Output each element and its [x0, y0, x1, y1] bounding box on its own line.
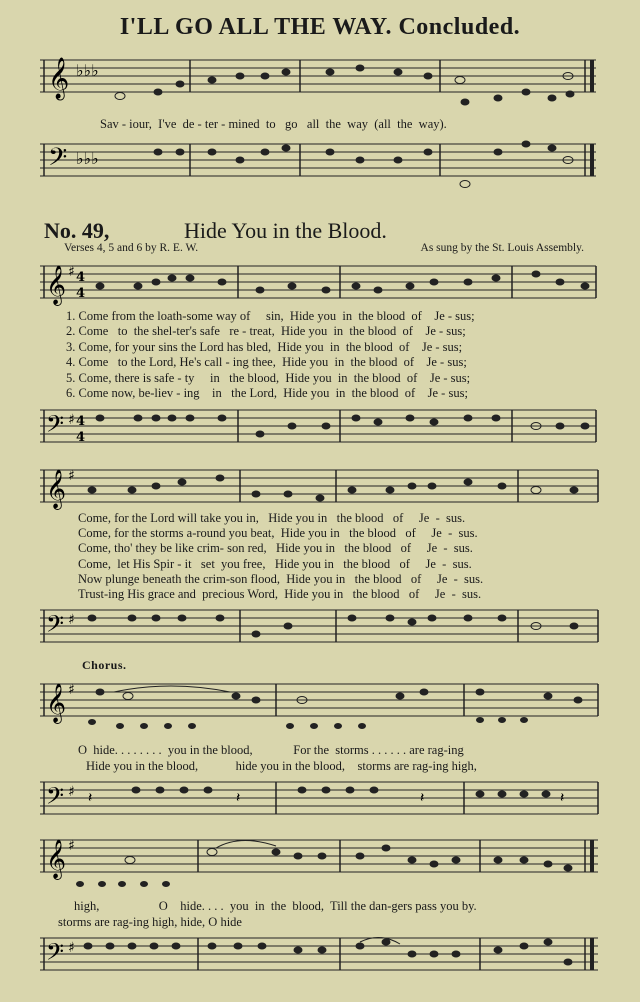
credit-right: As sung by the St. Louis Assembly.: [420, 242, 584, 254]
svg-text:𝄽: 𝄽: [420, 790, 425, 806]
hymn-heading: [44, 218, 604, 244]
verse-5-line-1: 5. Come, there is safe - ty in the blood, Hide you in the blood of Je - sus;: [66, 370, 471, 385]
verse-3-line-2: Come, tho' they be like crim- son red, Hide you in the blood of Je - sus.: [78, 541, 473, 556]
top-bass-staff: [40, 138, 600, 194]
chorus-treble-staff-2: [40, 830, 600, 898]
chorus-line-1-bass: Hide you in the blood, hide you in the blood, storms are rag-ing high,: [86, 759, 477, 773]
verse-5-line-2: Now plunge beneath the crim-son flood, Hide you in the blood of Je - sus.: [78, 571, 484, 586]
chorus-bass-staff-1: [40, 776, 600, 822]
svg-text:𝄽: 𝄽: [560, 790, 565, 806]
hymn-credits: [64, 242, 584, 254]
verses-part2: [78, 511, 483, 602]
verse-2-line-2: Come, for the storms a-round you beat, Hide you in the blood of Je - sus.: [78, 526, 478, 541]
svg-text:𝄢: 𝄢: [46, 410, 65, 443]
svg-text:♯: ♯: [68, 682, 75, 698]
chorus-label: Chorus.: [82, 658, 127, 672]
hymn-number: No. 49,: [44, 218, 110, 243]
verse-treble-staff-1: [40, 258, 600, 308]
verse-4-line-1: 4. Come to the Lord, He's call - ing thee, Hide you in the blood of Je - sus;: [66, 355, 467, 370]
verses-part1: [66, 309, 475, 401]
svg-text:𝄽: 𝄽: [236, 790, 241, 806]
credit-left: Verses 4, 5 and 6 by R. E. W.: [64, 242, 199, 254]
hymn-title: Hide You in the Blood.: [184, 218, 387, 243]
verse-4-line-2: Come, let His Spir - it set you free, Hide you in the blood of Je - sus.: [78, 556, 472, 571]
top-title: I'LL GO ALL THE WAY. Concluded.: [119, 14, 521, 40]
svg-text:♯: ♯: [68, 838, 75, 854]
svg-text:𝄢: 𝄢: [46, 782, 65, 815]
svg-text:♯: ♯: [68, 264, 75, 280]
svg-text:𝄞: 𝄞: [46, 839, 67, 879]
verse-3-line-1: 3. Come, for your sins the Lord has bled, Hide you in the blood of Je - sus;: [66, 339, 463, 354]
verse-1-line-2: Come, for the Lord will take you in, Hide you in the blood of Je - sus.: [78, 511, 466, 525]
verse-treble-staff-2: [40, 460, 600, 512]
chorus-line-1-soprano: O hide. . . . . . . . you in the blood, For the storms . . . . . . are rag-ing: [78, 743, 464, 757]
svg-text:𝄢: 𝄢: [46, 610, 65, 643]
svg-text:♭♭♭: ♭♭♭: [76, 149, 99, 168]
svg-text:♯: ♯: [68, 612, 75, 628]
svg-text:♯: ♯: [68, 940, 75, 956]
chorus-treble-staff-1: [40, 676, 600, 738]
chorus-bass-staff-2: [40, 932, 600, 984]
svg-text:♭♭♭: ♭♭♭: [76, 61, 99, 80]
verse-6-line-1: 6. Come now, be-liev - ing in the Lord, Hide you in the blood of Je - sus;: [66, 386, 468, 401]
svg-text:4: 4: [76, 286, 86, 301]
verse-6-line-2: Trust-ing His grace and precious Word, Hide you in the blood of Je - sus.: [78, 587, 482, 602]
svg-text:♯: ♯: [68, 784, 75, 800]
svg-text:4: 4: [76, 414, 86, 429]
svg-text:4: 4: [76, 430, 86, 445]
verse-2-line-1: 2. Come to the shel-ter's safe re - treat, Hide you in the blood of Je - sus;: [66, 324, 466, 339]
svg-text:𝄢: 𝄢: [48, 143, 68, 178]
svg-text:𝄞: 𝄞: [46, 469, 67, 509]
verse-bass-staff-2: [40, 602, 600, 652]
chorus-line-2-soprano: high, O hide. . . . you in the blood, Till the dan-gers pass you by.: [74, 899, 477, 913]
svg-text:𝄞: 𝄞: [46, 265, 67, 305]
top-treble-staff: [40, 50, 600, 110]
verse-bass-staff-1: [40, 400, 600, 450]
svg-text:♯: ♯: [68, 412, 75, 428]
svg-text:𝄢: 𝄢: [46, 938, 65, 971]
svg-text:𝄽: 𝄽: [88, 790, 93, 806]
svg-text:♯: ♯: [68, 468, 75, 484]
svg-text:4: 4: [76, 270, 86, 285]
top-lyric: Sav - iour, I've de - ter - mined to go all the way (all the way).: [100, 117, 447, 131]
svg-text:𝄞: 𝄞: [48, 58, 70, 99]
svg-text:𝄞: 𝄞: [46, 683, 67, 723]
chorus-line-2-bass: storms are rag-ing high, hide, O hide: [58, 915, 242, 929]
verse-1-line-1: 1. Come from the loath-some way of sin, Hide you in the blood of Je - sus;: [66, 309, 475, 323]
